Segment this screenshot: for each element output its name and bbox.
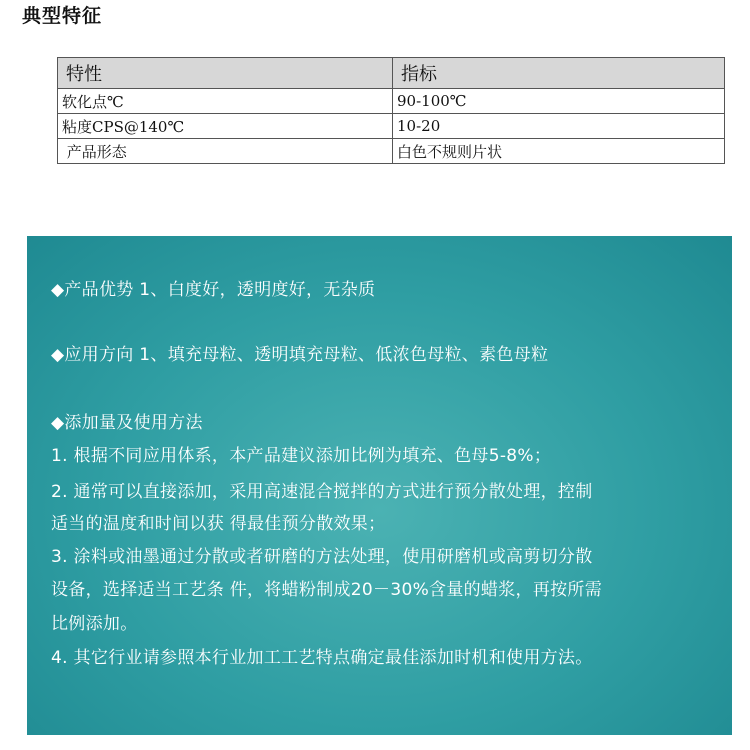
table-header-row	[58, 58, 725, 89]
usage-step-3: 3. 涂料或油墨通过分散或者研磨的方法处理，使用研磨机或高剪切分散	[51, 547, 593, 567]
usage-step-2-cont: 适当的温度和时间以获 得最佳预分散效果；	[51, 514, 386, 534]
table-cell-value: 白色不规则片状	[393, 139, 725, 164]
table-row	[58, 89, 725, 114]
column-header-property: 特性	[58, 58, 393, 89]
advantage-line: ◆产品优势 1、白度好，透明度好，无杂质	[51, 280, 376, 300]
column-header-value: 指标	[393, 58, 725, 89]
spec-table	[57, 57, 725, 164]
table-cell-property: 粘度CPS@140℃	[58, 114, 393, 139]
application-line: ◆应用方向 1、填充母粒、透明填充母粒、低浓色母粒、素色母粒	[51, 345, 549, 365]
table-row	[58, 114, 725, 139]
table-cell-property: 软化点℃	[58, 89, 393, 114]
usage-heading: ◆添加量及使用方法	[51, 413, 203, 433]
section-title: 典型特征	[22, 5, 103, 27]
usage-step-3-end: 比例添加。	[51, 614, 138, 634]
usage-step-4: 4. 其它行业请参照本行业加工工艺特点确定最佳添加时机和使用方法。	[51, 648, 593, 668]
table-row	[58, 139, 725, 164]
usage-step-2: 2. 通常可以直接添加，采用高速混合搅拌的方式进行预分散处理，控制	[51, 482, 593, 502]
usage-step-3-cont: 设备，选择适当工艺条 件，将蜡粉制成20－30%含量的蜡浆，再按所需	[51, 580, 603, 600]
usage-step-1: 1. 根据不同应用体系，本产品建议添加比例为填充、色母5-8%；	[51, 446, 552, 466]
table-cell-value: 90-100℃	[393, 89, 725, 114]
product-info-panel	[27, 236, 732, 735]
table-cell-value: 10-20	[393, 114, 725, 139]
table-cell-property: 产品形态	[58, 139, 393, 164]
